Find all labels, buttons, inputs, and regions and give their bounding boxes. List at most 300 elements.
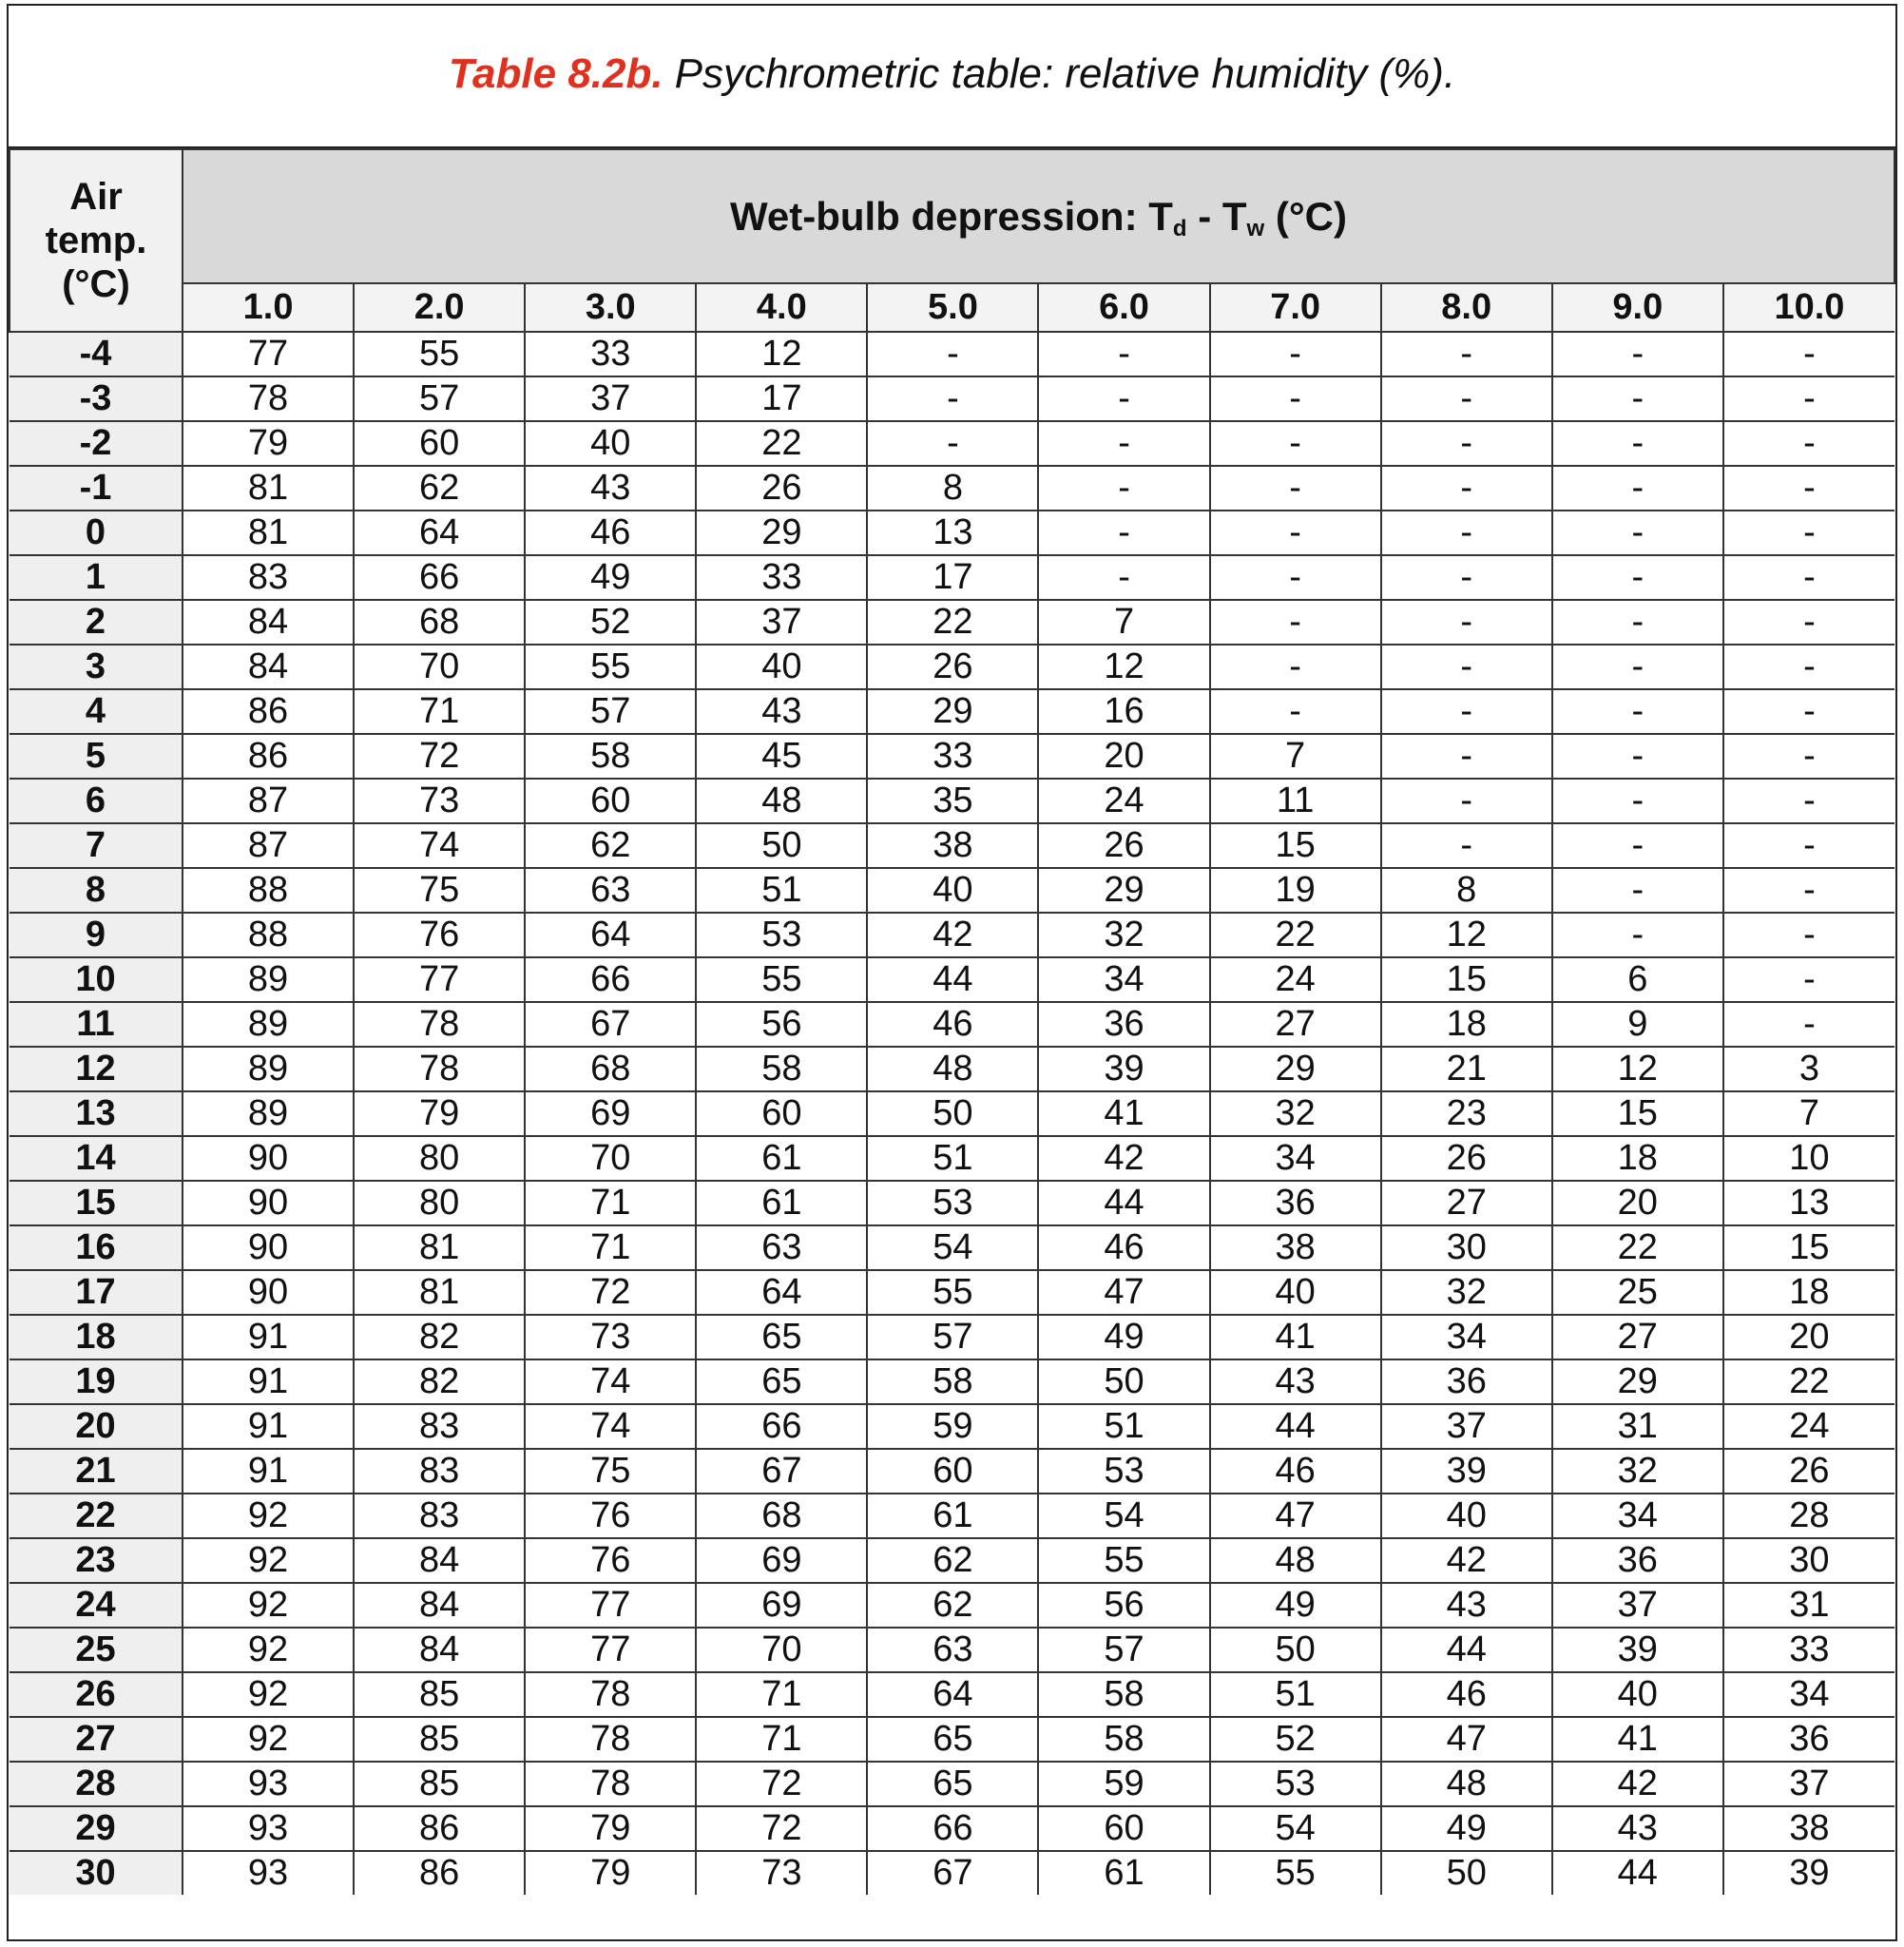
air-temp-cell: 13	[10, 1091, 183, 1136]
humidity-cell: 77	[354, 957, 525, 1002]
humidity-cell: 91	[183, 1449, 354, 1494]
column-header: 8.0	[1381, 283, 1552, 332]
humidity-cell: -	[1723, 913, 1894, 957]
humidity-cell: 92	[183, 1672, 354, 1717]
air-temp-cell: 9	[10, 913, 183, 957]
humidity-cell: 28	[1723, 1494, 1894, 1538]
humidity-cell: 31	[1723, 1583, 1894, 1628]
humidity-cell: 15	[1381, 957, 1552, 1002]
humidity-cell: 12	[1552, 1047, 1723, 1091]
humidity-cell: -	[1552, 376, 1723, 421]
table-row	[10, 1225, 1894, 1270]
humidity-cell: 49	[525, 555, 696, 600]
humidity-cell: 77	[183, 332, 354, 376]
humidity-cell: 32	[1552, 1449, 1723, 1494]
group-header-mid: - T	[1186, 193, 1247, 239]
humidity-cell: -	[1723, 645, 1894, 689]
humidity-cell: 69	[525, 1091, 696, 1136]
humidity-cell: 63	[867, 1628, 1038, 1672]
humidity-cell: -	[1552, 913, 1723, 957]
humidity-cell: 89	[183, 1002, 354, 1047]
humidity-cell: 83	[183, 555, 354, 600]
humidity-cell: 37	[1552, 1583, 1723, 1628]
humidity-cell: -	[1038, 332, 1209, 376]
humidity-cell: 7	[1723, 1091, 1894, 1136]
humidity-cell: 85	[354, 1762, 525, 1806]
air-temp-cell: 21	[10, 1449, 183, 1494]
humidity-cell: 55	[1210, 1851, 1381, 1895]
humidity-cell: 13	[867, 511, 1038, 555]
humidity-cell: 50	[1038, 1359, 1209, 1404]
humidity-cell: 24	[1210, 957, 1381, 1002]
humidity-cell: 46	[1381, 1672, 1552, 1717]
humidity-cell: -	[1038, 511, 1209, 555]
humidity-cell: 34	[1210, 1136, 1381, 1181]
humidity-cell: 57	[1038, 1628, 1209, 1672]
humidity-cell: 42	[1381, 1538, 1552, 1583]
humidity-cell: -	[1381, 555, 1552, 600]
humidity-cell: 46	[1038, 1225, 1209, 1270]
humidity-cell: 58	[1038, 1717, 1209, 1762]
humidity-cell: 32	[1210, 1091, 1381, 1136]
humidity-cell: 51	[1210, 1672, 1381, 1717]
humidity-cell: 40	[1210, 1270, 1381, 1315]
humidity-cell: 79	[183, 421, 354, 466]
humidity-cell: 43	[1381, 1583, 1552, 1628]
humidity-cell: 20	[1552, 1181, 1723, 1225]
humidity-cell: 64	[696, 1270, 867, 1315]
humidity-cell: 76	[525, 1494, 696, 1538]
humidity-cell: 44	[1552, 1851, 1723, 1895]
table-caption	[9, 6, 1895, 148]
air-temp-cell: 19	[10, 1359, 183, 1404]
column-header: 10.0	[1723, 283, 1894, 332]
humidity-cell: 75	[525, 1449, 696, 1494]
humidity-cell: 73	[696, 1851, 867, 1895]
humidity-cell: 82	[354, 1315, 525, 1359]
humidity-cell: 80	[354, 1136, 525, 1181]
table-row	[10, 1628, 1894, 1672]
humidity-cell: 26	[1381, 1136, 1552, 1181]
table-row	[10, 645, 1894, 689]
humidity-cell: 72	[696, 1762, 867, 1806]
humidity-cell: 26	[867, 645, 1038, 689]
humidity-cell: 56	[1038, 1583, 1209, 1628]
humidity-cell: 92	[183, 1717, 354, 1762]
humidity-cell: 17	[867, 555, 1038, 600]
humidity-cell: 78	[525, 1672, 696, 1717]
humidity-cell: 89	[183, 1091, 354, 1136]
humidity-cell: -	[1381, 511, 1552, 555]
humidity-cell: 81	[354, 1270, 525, 1315]
air-temp-header-line: temp.	[45, 220, 147, 261]
humidity-cell: 11	[1210, 779, 1381, 823]
humidity-cell: 63	[525, 868, 696, 913]
humidity-cell: 86	[354, 1806, 525, 1851]
humidity-cell: 67	[867, 1851, 1038, 1895]
humidity-cell: 50	[1210, 1628, 1381, 1672]
humidity-cell: 38	[867, 823, 1038, 868]
humidity-cell: 37	[1723, 1762, 1894, 1806]
humidity-cell: 22	[1552, 1225, 1723, 1270]
wet-bulb-depression-header	[183, 149, 1894, 283]
table-row	[10, 600, 1894, 645]
humidity-cell: 60	[354, 421, 525, 466]
humidity-cell: 10	[1723, 1136, 1894, 1181]
humidity-cell: 64	[867, 1672, 1038, 1717]
humidity-cell: 73	[525, 1315, 696, 1359]
humidity-cell: 85	[354, 1717, 525, 1762]
humidity-cell: 29	[696, 511, 867, 555]
humidity-cell: 47	[1381, 1717, 1552, 1762]
humidity-cell: -	[1552, 689, 1723, 734]
table-row	[10, 376, 1894, 421]
humidity-cell: -	[1552, 779, 1723, 823]
table-row	[10, 1136, 1894, 1181]
air-temp-cell: 24	[10, 1583, 183, 1628]
humidity-cell: -	[1723, 734, 1894, 779]
humidity-cell: -	[1038, 466, 1209, 511]
humidity-cell: 51	[1038, 1404, 1209, 1449]
humidity-cell: 45	[696, 734, 867, 779]
humidity-cell: 82	[354, 1359, 525, 1404]
humidity-cell: 54	[1210, 1806, 1381, 1851]
humidity-cell: 71	[525, 1225, 696, 1270]
air-temp-header-line: Air	[69, 176, 123, 218]
humidity-cell: 18	[1381, 1002, 1552, 1047]
humidity-cell: 55	[867, 1270, 1038, 1315]
humidity-cell: -	[867, 421, 1038, 466]
humidity-cell: 78	[183, 376, 354, 421]
humidity-cell: -	[1723, 600, 1894, 645]
humidity-cell: 12	[1038, 645, 1209, 689]
humidity-cell: 38	[1210, 1225, 1381, 1270]
humidity-cell: 75	[354, 868, 525, 913]
humidity-cell: -	[1210, 689, 1381, 734]
humidity-cell: 57	[354, 376, 525, 421]
humidity-cell: 44	[867, 957, 1038, 1002]
humidity-cell: 27	[1210, 1002, 1381, 1047]
humidity-cell: 78	[354, 1047, 525, 1091]
humidity-cell: 78	[525, 1717, 696, 1762]
humidity-cell: 33	[525, 332, 696, 376]
humidity-cell: 84	[354, 1538, 525, 1583]
humidity-cell: 55	[1038, 1538, 1209, 1583]
humidity-cell: 64	[354, 511, 525, 555]
humidity-cell: -	[1723, 1002, 1894, 1047]
humidity-cell: 65	[696, 1315, 867, 1359]
humidity-cell: 93	[183, 1806, 354, 1851]
air-temp-cell: 29	[10, 1806, 183, 1851]
air-temp-cell: -3	[10, 376, 183, 421]
table-row	[10, 1091, 1894, 1136]
humidity-cell: 49	[1210, 1583, 1381, 1628]
humidity-cell: 90	[183, 1181, 354, 1225]
humidity-cell: 55	[354, 332, 525, 376]
humidity-cell: 37	[525, 376, 696, 421]
humidity-cell: 63	[696, 1225, 867, 1270]
humidity-cell: 49	[1381, 1806, 1552, 1851]
humidity-cell: 29	[867, 689, 1038, 734]
humidity-cell: 81	[354, 1225, 525, 1270]
humidity-cell: 77	[525, 1583, 696, 1628]
humidity-cell: 43	[525, 466, 696, 511]
air-temp-header-text	[10, 175, 182, 306]
humidity-cell: 55	[525, 645, 696, 689]
air-temp-cell: 5	[10, 734, 183, 779]
air-temp-cell: 22	[10, 1494, 183, 1538]
air-temp-cell: 30	[10, 1851, 183, 1895]
humidity-cell: 83	[354, 1494, 525, 1538]
humidity-cell: 58	[1038, 1672, 1209, 1717]
air-temp-cell: 12	[10, 1047, 183, 1091]
humidity-cell: 46	[525, 511, 696, 555]
humidity-cell: -	[1552, 421, 1723, 466]
humidity-cell: -	[1381, 466, 1552, 511]
humidity-cell: 19	[1210, 868, 1381, 913]
humidity-cell: 30	[1381, 1225, 1552, 1270]
humidity-cell: 49	[1038, 1315, 1209, 1359]
humidity-cell: 76	[354, 913, 525, 957]
humidity-cell: 8	[1381, 868, 1552, 913]
humidity-cell: 66	[525, 957, 696, 1002]
humidity-cell: -	[867, 332, 1038, 376]
humidity-cell: 53	[1038, 1449, 1209, 1494]
column-header: 1.0	[183, 283, 354, 332]
humidity-cell: 78	[525, 1762, 696, 1806]
humidity-cell: 15	[1210, 823, 1381, 868]
humidity-cell: 52	[1210, 1717, 1381, 1762]
humidity-cell: 53	[1210, 1762, 1381, 1806]
column-header: 5.0	[867, 283, 1038, 332]
table-row	[10, 689, 1894, 734]
humidity-cell: 92	[183, 1583, 354, 1628]
humidity-cell: 88	[183, 913, 354, 957]
humidity-cell: 78	[354, 1002, 525, 1047]
humidity-cell: 86	[183, 689, 354, 734]
table-row	[10, 1672, 1894, 1717]
humidity-cell: 33	[696, 555, 867, 600]
humidity-cell: -	[1552, 823, 1723, 868]
air-temp-cell: 1	[10, 555, 183, 600]
humidity-cell: 92	[183, 1538, 354, 1583]
table-row	[10, 1359, 1894, 1404]
humidity-cell: 55	[696, 957, 867, 1002]
humidity-cell: 33	[867, 734, 1038, 779]
humidity-cell: 37	[696, 600, 867, 645]
humidity-cell: 71	[525, 1181, 696, 1225]
humidity-cell: 41	[1038, 1091, 1209, 1136]
humidity-cell: 40	[867, 868, 1038, 913]
table-row	[10, 1806, 1894, 1851]
humidity-cell: 71	[696, 1717, 867, 1762]
table-row	[10, 1762, 1894, 1806]
humidity-cell: -	[1723, 511, 1894, 555]
humidity-cell: 57	[525, 689, 696, 734]
table-row	[10, 1851, 1894, 1895]
humidity-cell: 37	[1381, 1404, 1552, 1449]
humidity-cell: 92	[183, 1628, 354, 1672]
humidity-cell: 24	[1038, 779, 1209, 823]
air-temp-cell: -4	[10, 332, 183, 376]
humidity-cell: 50	[696, 823, 867, 868]
humidity-cell: 20	[1723, 1315, 1894, 1359]
humidity-cell: 32	[1381, 1270, 1552, 1315]
humidity-cell: -	[1210, 466, 1381, 511]
humidity-cell: -	[1381, 376, 1552, 421]
humidity-cell: -	[1210, 376, 1381, 421]
humidity-cell: 36	[1381, 1359, 1552, 1404]
humidity-cell: -	[1552, 868, 1723, 913]
humidity-cell: -	[1381, 823, 1552, 868]
humidity-cell: -	[1723, 421, 1894, 466]
humidity-cell: 58	[867, 1359, 1038, 1404]
humidity-cell: 42	[1552, 1762, 1723, 1806]
humidity-cell: 40	[1552, 1672, 1723, 1717]
humidity-cell: 18	[1723, 1270, 1894, 1315]
humidity-cell: -	[1552, 645, 1723, 689]
humidity-cell: 53	[867, 1181, 1038, 1225]
humidity-cell: 17	[696, 376, 867, 421]
table-row	[10, 1494, 1894, 1538]
humidity-cell: -	[1381, 645, 1552, 689]
humidity-cell: 23	[1381, 1091, 1552, 1136]
table-row	[10, 511, 1894, 555]
humidity-cell: 66	[354, 555, 525, 600]
table-row	[10, 1270, 1894, 1315]
humidity-cell: -	[1723, 466, 1894, 511]
table-row	[10, 823, 1894, 868]
humidity-cell: 48	[867, 1047, 1038, 1091]
humidity-cell: 22	[867, 600, 1038, 645]
table-row	[10, 1315, 1894, 1359]
humidity-cell: 26	[1038, 823, 1209, 868]
group-header-prefix: Wet-bulb depression: T	[729, 193, 1173, 239]
table-row	[10, 1047, 1894, 1091]
column-header-row	[10, 283, 1894, 332]
humidity-cell: -	[1723, 779, 1894, 823]
air-temp-cell: 2	[10, 600, 183, 645]
humidity-cell: 15	[1552, 1091, 1723, 1136]
air-temp-cell: -2	[10, 421, 183, 466]
humidity-cell: -	[1210, 555, 1381, 600]
air-temp-cell: 11	[10, 1002, 183, 1047]
humidity-cell: 12	[1381, 913, 1552, 957]
humidity-cell: 60	[696, 1091, 867, 1136]
humidity-cell: 24	[1723, 1404, 1894, 1449]
humidity-cell: -	[1210, 421, 1381, 466]
humidity-cell: 72	[525, 1270, 696, 1315]
humidity-cell: 62	[867, 1583, 1038, 1628]
humidity-cell: 67	[525, 1002, 696, 1047]
humidity-cell: 70	[696, 1628, 867, 1672]
humidity-cell: 61	[1038, 1851, 1209, 1895]
table-row	[10, 913, 1894, 957]
air-temp-cell: 7	[10, 823, 183, 868]
humidity-cell: 36	[1552, 1538, 1723, 1583]
humidity-cell: 51	[696, 868, 867, 913]
humidity-cell: 39	[1552, 1628, 1723, 1672]
humidity-cell: 67	[696, 1449, 867, 1494]
humidity-cell: 72	[354, 734, 525, 779]
humidity-cell: 90	[183, 1270, 354, 1315]
humidity-cell: -	[1552, 466, 1723, 511]
humidity-cell: 84	[183, 600, 354, 645]
humidity-cell: 29	[1210, 1047, 1381, 1091]
air-temp-cell: 4	[10, 689, 183, 734]
column-header: 6.0	[1038, 283, 1209, 332]
humidity-cell: 40	[525, 421, 696, 466]
humidity-cell: -	[1723, 689, 1894, 734]
humidity-cell: 90	[183, 1225, 354, 1270]
humidity-cell: 87	[183, 779, 354, 823]
air-temp-cell: -1	[10, 466, 183, 511]
humidity-cell: 7	[1038, 600, 1209, 645]
humidity-cell: 34	[1381, 1315, 1552, 1359]
humidity-cell: -	[1723, 957, 1894, 1002]
air-temp-cell: 18	[10, 1315, 183, 1359]
humidity-cell: 65	[867, 1717, 1038, 1762]
humidity-cell: -	[1552, 332, 1723, 376]
humidity-cell: 38	[1723, 1806, 1894, 1851]
humidity-cell: 40	[1381, 1494, 1552, 1538]
air-temp-cell: 26	[10, 1672, 183, 1717]
group-header-sub-d: d	[1172, 215, 1187, 241]
air-temp-cell: 6	[10, 779, 183, 823]
humidity-cell: 89	[183, 957, 354, 1002]
humidity-cell: 31	[1552, 1404, 1723, 1449]
air-temp-cell: 23	[10, 1538, 183, 1583]
humidity-cell: 36	[1210, 1181, 1381, 1225]
column-header: 9.0	[1552, 283, 1723, 332]
humidity-cell: 27	[1381, 1181, 1552, 1225]
humidity-cell: 81	[183, 466, 354, 511]
humidity-cell: 13	[1723, 1181, 1894, 1225]
humidity-cell: 9	[1552, 1002, 1723, 1047]
humidity-cell: 48	[696, 779, 867, 823]
caption-text: Psychrometric table: relative humidity (%).	[674, 50, 1456, 97]
humidity-cell: -	[1723, 555, 1894, 600]
humidity-cell: -	[867, 376, 1038, 421]
humidity-cell: -	[1381, 779, 1552, 823]
humidity-cell: -	[1210, 645, 1381, 689]
air-temp-cell: 15	[10, 1181, 183, 1225]
humidity-cell: 39	[1723, 1851, 1894, 1895]
humidity-cell: 91	[183, 1315, 354, 1359]
humidity-cell: 15	[1723, 1225, 1894, 1270]
humidity-cell: 25	[1552, 1270, 1723, 1315]
humidity-cell: 41	[1552, 1717, 1723, 1762]
humidity-cell: 44	[1210, 1404, 1381, 1449]
humidity-cell: 8	[867, 466, 1038, 511]
air-temp-cell: 16	[10, 1225, 183, 1270]
humidity-cell: 90	[183, 1136, 354, 1181]
humidity-cell: -	[1723, 868, 1894, 913]
humidity-cell: 62	[354, 466, 525, 511]
humidity-cell: 86	[354, 1851, 525, 1895]
humidity-cell: 61	[696, 1136, 867, 1181]
humidity-cell: 12	[696, 332, 867, 376]
column-header: 4.0	[696, 283, 867, 332]
humidity-cell: 40	[696, 645, 867, 689]
humidity-cell: 93	[183, 1762, 354, 1806]
humidity-cell: 85	[354, 1672, 525, 1717]
humidity-cell: 27	[1552, 1315, 1723, 1359]
humidity-cell: 22	[1210, 913, 1381, 957]
air-temp-cell: 17	[10, 1270, 183, 1315]
table-row	[10, 868, 1894, 913]
humidity-cell: 47	[1038, 1270, 1209, 1315]
